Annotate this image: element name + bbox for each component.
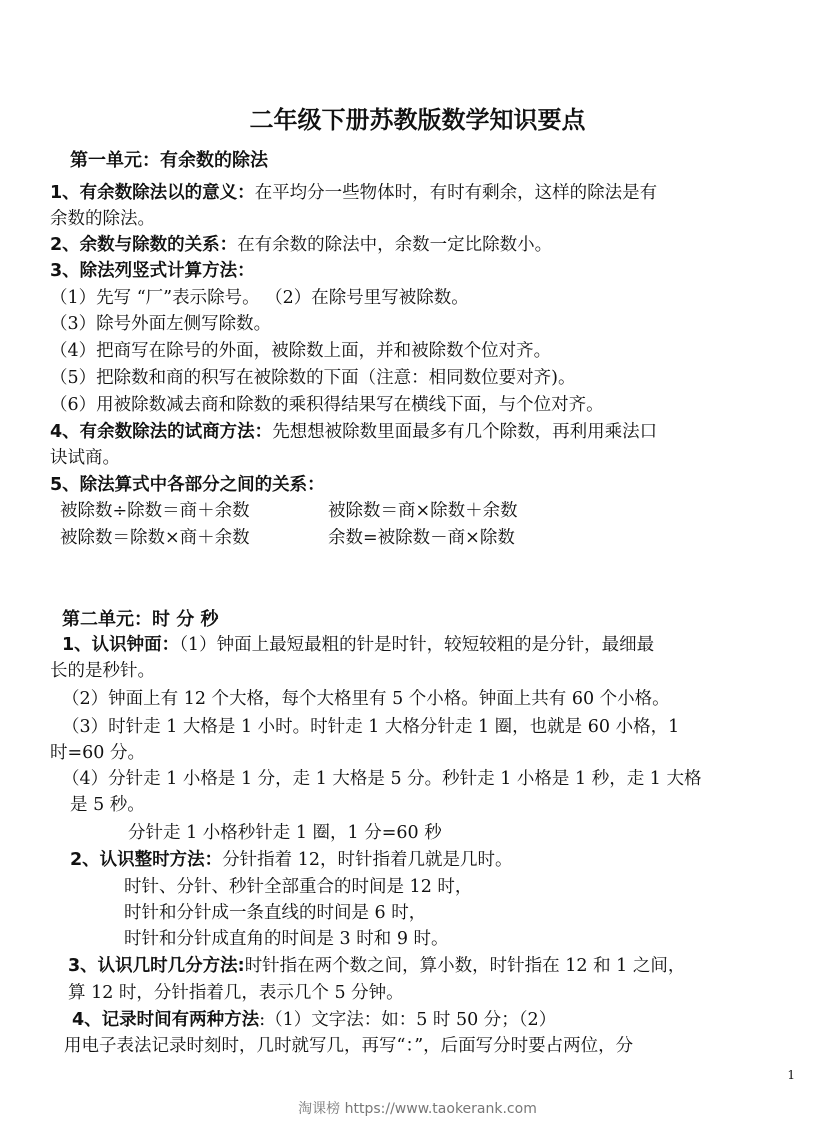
u2-item4-cont: 用电子表法记录时刻时，几时就写几，再写“：”，后面写分时要占两位，分 [64, 1036, 634, 1056]
u2-item3-text: 时针指在两个数之间，算小数，时针指在 12 和 1 之间， [244, 956, 686, 976]
page-title: 二年级下册苏教版数学知识要点 [249, 106, 586, 134]
u1-item4-text: 先想想被除数里面最多有几个除数，再利用乘法口 [272, 422, 658, 442]
u1-item4-cont: 诀试商。 [50, 448, 120, 468]
formula: 余数=被除数－商×除数 [328, 528, 515, 548]
u2-item2-label: 2、认识整时方法： [70, 850, 223, 870]
u2-line: （4）分针走 1 小格是 1 分，走 1 大格是 5 分。秒针走 1 小格是 1 秒，走 1 大格 [62, 769, 702, 789]
u1-step: （5）把除数和商的积写在被除数的下面（注意：相同数位要对齐)。 [50, 368, 576, 388]
u1-step: （3）除号外面左侧写除数。 [50, 314, 272, 334]
u1-item3-label: 3、除法列竖式计算方法： [50, 261, 255, 281]
u2-item1-label: 1、认识钟面： [62, 635, 180, 655]
u2-line: 分针走 1 小格秒针走 1 圈，1 分=60 秒 [128, 823, 442, 843]
u2-item4 [72, 1007, 805, 1033]
u2-item2-text: 分针指着 12，时针指着几就是几时。 [222, 850, 513, 870]
page-number: 1 [787, 1068, 795, 1082]
u1-item2-text: 在有余数的除法中，余数一定比除数小。 [237, 235, 553, 255]
u2-line: 时针和分针成直角的时间是 3 时和 9 时。 [124, 929, 449, 949]
u1-step: （4）把商写在除号的外面，被除数上面，并和被除数个位对齐。 [50, 341, 552, 361]
unit2-heading: 第二单元：时 分 秒 [62, 609, 219, 630]
u1-item1-text: 在平均分一些物体时，有时有剩余，这样的除法是有 [254, 183, 658, 203]
u1-item5-label: 5、除法算式中各部分之间的关系： [50, 475, 325, 495]
formula: 被除数＝商×除数＋余数 [328, 501, 518, 521]
u2-item3-label: 3、认识几时几分方法: [68, 956, 245, 976]
u2-item3-cont: 算 12 时，分针指着几，表示几个 5 分钟。 [68, 983, 404, 1003]
u2-line: 时针、分针、秒针全部重合的时间是 12 时， [124, 877, 473, 897]
u1-item2-label: 2、余数与除数的关系： [50, 235, 238, 255]
u2-line: （2）钟面上有 12 个大格，每个大格里有 5 个小格。钟面上共有 60 个小格。 [62, 689, 670, 709]
u2-item4-text: :（1）文字法：如：5 时 50 分；（2） [259, 1010, 557, 1030]
u1-step: （1）先写 “厂”表示除号。 （2）在除号里写被除数。 [50, 288, 469, 308]
u1-item1-label: 1、有余数除法以的意义： [50, 183, 255, 203]
u2-item2 [70, 847, 805, 873]
u2-line: 时针和分针成一条直线的时间是 6 时， [124, 903, 427, 923]
formula: 被除数÷除数＝商＋余数 [60, 501, 250, 521]
u2-line: 是 5 秒。 [70, 795, 145, 815]
u1-item1 [50, 180, 805, 206]
unit1-heading: 第一单元：有余数的除法 [70, 150, 268, 171]
u2-line: 时=60 分。 [50, 743, 145, 763]
u1-item4 [50, 419, 805, 445]
u2-item3 [68, 953, 805, 979]
formula: 被除数＝除数×商＋余数 [60, 528, 250, 548]
footer-watermark: 淘课榜 https://www.taokerank.com [298, 1101, 537, 1117]
u2-item1-cont: 长的是秒针。 [50, 661, 155, 681]
u1-item1-cont: 余数的除法。 [50, 209, 155, 229]
u1-item2 [50, 232, 805, 258]
u2-item1 [62, 632, 805, 658]
u1-step: （6）用被除数减去商和除数的乘积得结果写在横线下面，与个位对齐。 [50, 395, 604, 415]
u2-line: （3）时针走 1 大格是 1 小时。时针走 1 大格分针走 1 圈，也就是 60 小格，1 [62, 717, 680, 737]
u2-item1-text: （1）钟面上最短最粗的针是时针，较短较粗的是分针，最细最 [179, 635, 655, 655]
u2-item4-label: 4、记录时间有两种方法 [72, 1010, 260, 1030]
u1-item4-label: 4、有余数除法的试商方法： [50, 422, 273, 442]
